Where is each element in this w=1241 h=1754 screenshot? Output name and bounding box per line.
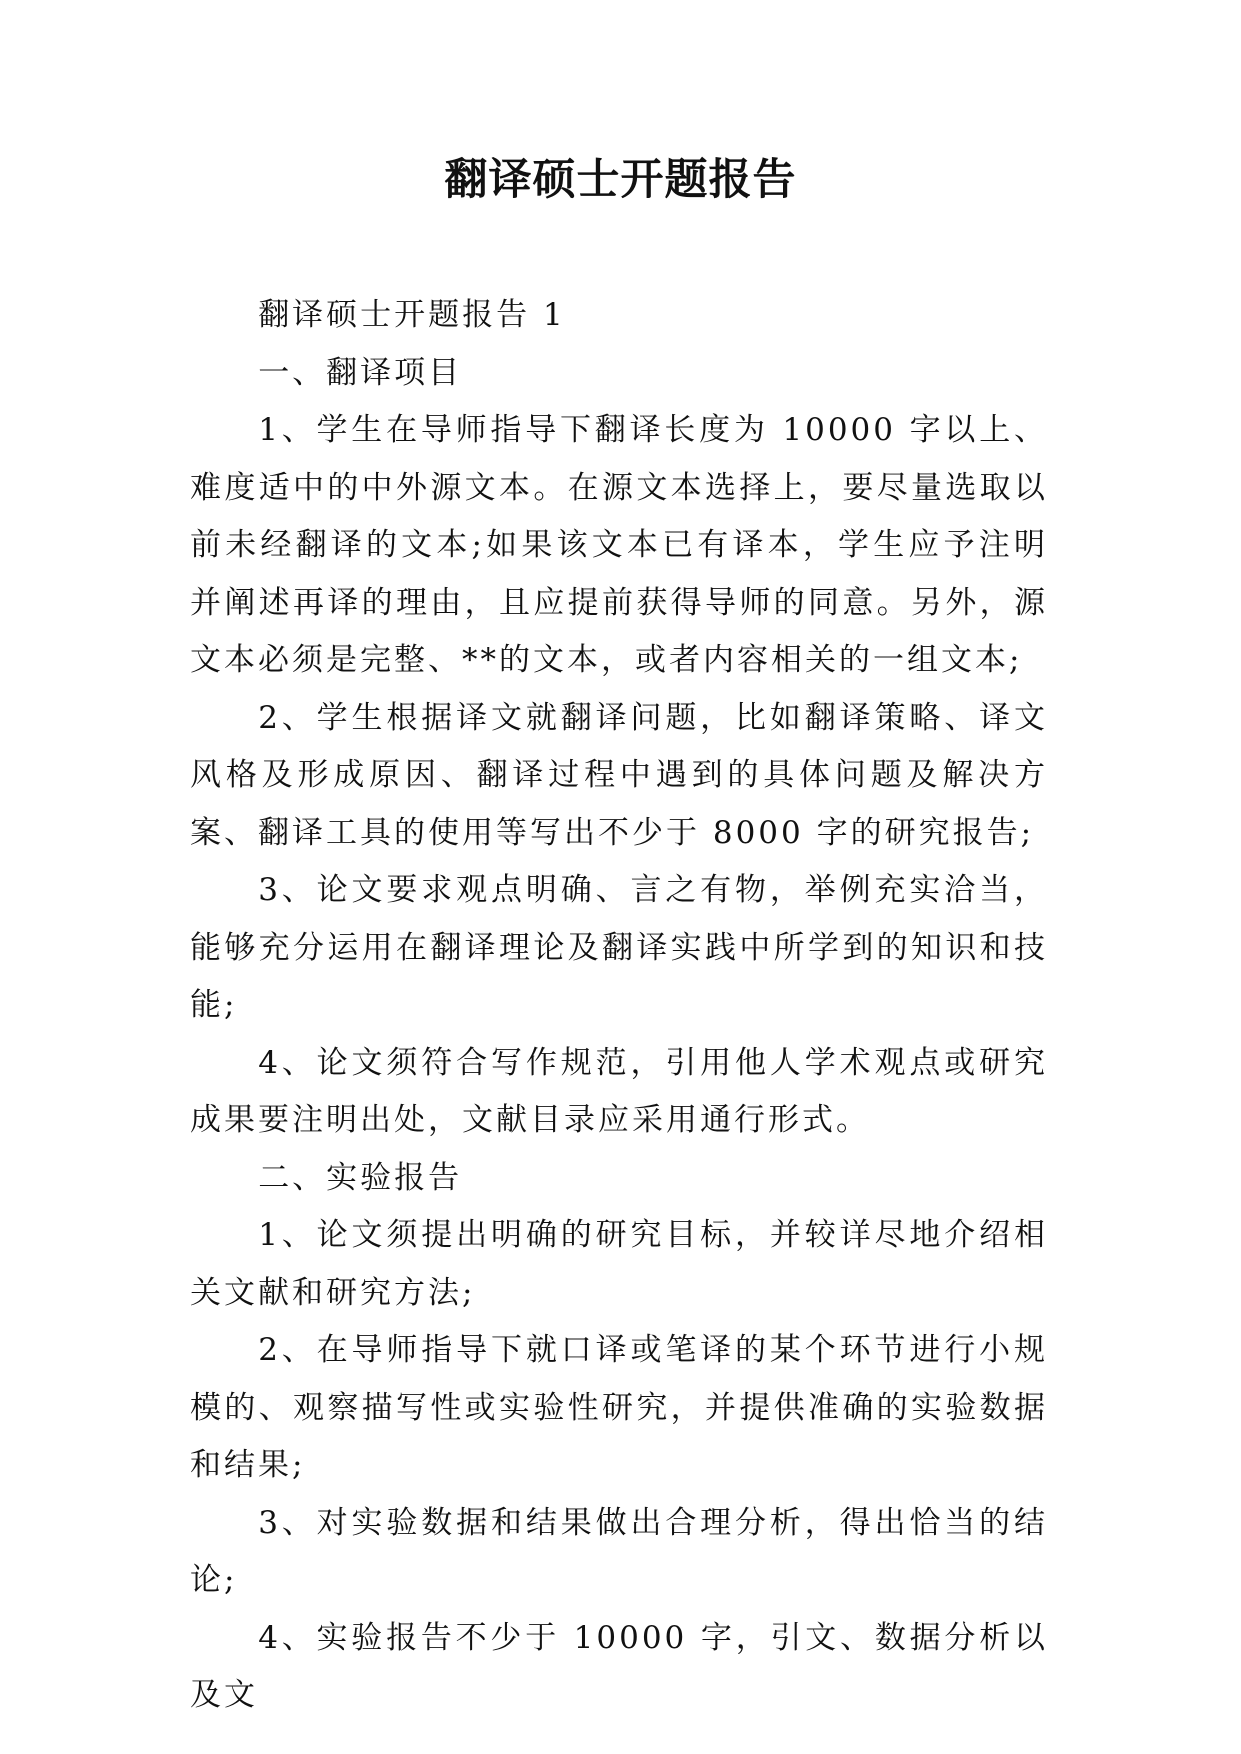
subtitle: 翻译硕士开题报告 1 (258, 297, 566, 333)
paragraph: 1、学生在导师指导下翻译长度为 10000 字以上、难度适中的中外源文本。在源文本选择上，要尽量选取以前未经翻译的文本;如果该文本已有译本，学生应予注明并阐述再译的理由，且应提前获得导师的同意。另外，源文本必须是完整、**的文本，或者内容相关的一组文本; (190, 412, 1048, 678)
section-heading-2: 二、实验报告 (258, 1159, 463, 1196)
paragraph: 4、实验报告不少于 10000 字，引文、数据分析以及文 (190, 1619, 1048, 1713)
paragraph: 3、对实验数据和结果做出合理分析，得出恰当的结论; (190, 1504, 1048, 1598)
section-heading-1: 一、翻译项目 (258, 354, 463, 391)
paragraph: 1、论文须提出明确的研究目标，并较详尽地介绍相关文献和研究方法; (190, 1217, 1048, 1311)
paragraph: 2、在导师指导下就口译或笔译的某个环节进行小规模的、观察描写性或实验性研究，并提供准确的实验数据和结果; (190, 1332, 1048, 1483)
paragraph: 2、学生根据译文就翻译问题，比如翻译策略、译文风格及形成原因、翻译过程中遇到的具体问题及解决方案、翻译工具的使用等写出不少于 8000 字的研究报告; (190, 699, 1048, 851)
paragraph: 4、论文须符合写作规范，引用他人学术观点或研究成果要注明出处，文献目录应采用通行形式。 (190, 1044, 1048, 1138)
paragraph: 3、论文要求观点明确、言之有物，举例充实洽当，能够充分运用在翻译理论及翻译实践中所学到的知识和技能; (190, 872, 1048, 1023)
document-body (190, 287, 1048, 1725)
page-title: 翻译硕士开题报告 (444, 155, 797, 205)
